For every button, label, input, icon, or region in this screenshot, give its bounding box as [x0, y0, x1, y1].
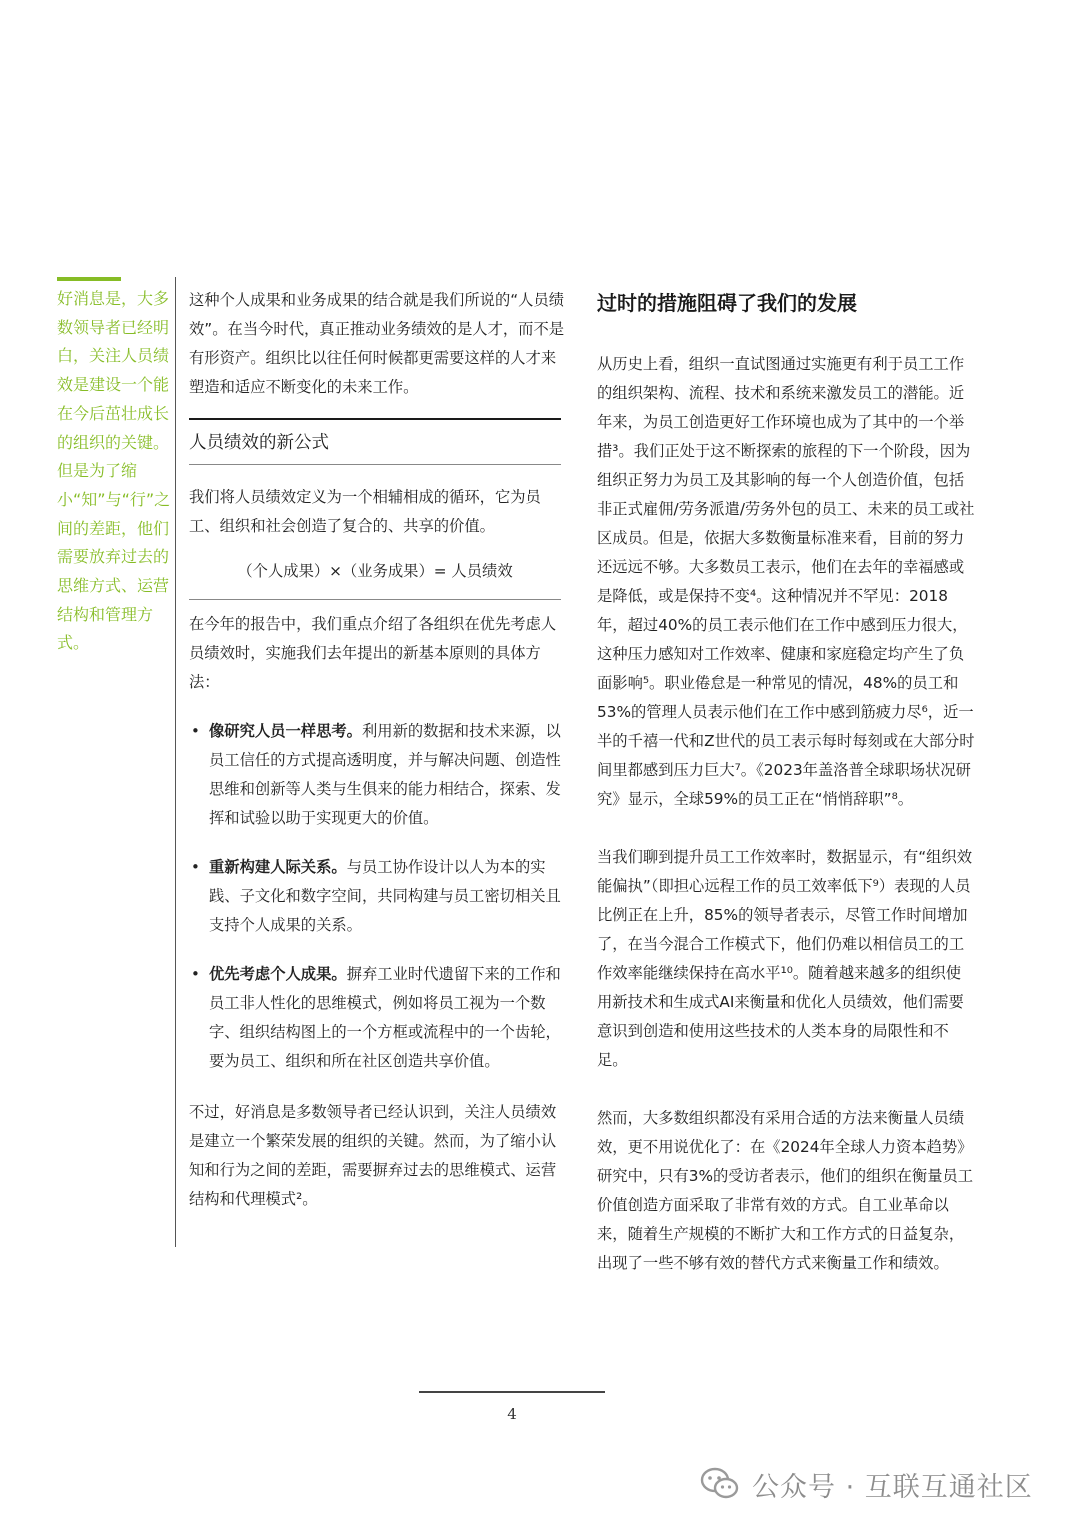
watermark-text: 公众号 · 互联互通社区 — [752, 1471, 1033, 1503]
footer-rule — [419, 1391, 605, 1393]
watermark — [700, 1462, 1033, 1506]
wechat-icon — [700, 1467, 740, 1501]
list-item-lead: 重新构建人际关系。 — [209, 858, 347, 876]
pull-quote-accent-bar — [57, 277, 121, 281]
right-column — [597, 286, 975, 1278]
measurement-paragraph: 然而，大多数组织都没有采用合适的方法来衡量人员绩效，更不用说优化了：在《2024年全球人力资本趋势》研究中，只有3%的受访者表示，他们的组织在衡量员工价值创造方面采取了非常有效的方式。自工业革命以来，随着生产规模的不断扩大和工作方式的日益复杂，出现了一些不够有效的替代方式来衡量工作和绩效。 — [597, 1109, 974, 1272]
list-item — [189, 717, 567, 833]
section-heading-box — [189, 418, 561, 465]
list-item-lead: 像研究人员一样思考。 — [209, 722, 362, 740]
right-section-title: 过时的措施阻碍了我们的发展 — [597, 291, 857, 315]
list-item — [189, 960, 567, 1076]
list-item-text: 利用新的数据和技术来源，以员工信任的方式提高透明度，并与解决问题、创造性思维和创新等人类与生俱来的能力相结合，探索、发挥和试验以助于实现更大的价值。 — [209, 722, 561, 827]
page-number: 4 — [507, 1405, 517, 1423]
list-item-lead: 优先考虑个人成果。 — [209, 965, 347, 983]
history-paragraph: 从历史上看，组织一直试图通过实施更有利于员工工作的组织架构、流程、技术和系统来激发员工的潜能。近年来，为员工创造更好工作环境也成为了其中的一个举措³。我们正处于这不断探索的旅程的下一个阶段，因为组织正努力为员工及其影响的每一个人创造价值，包括非正式雇佣/劳务派遣/劳务外包的员工、未来的员工或社区成员。但是，依据大多数衡量标准来看，目前的努力还远远不够。大多数员工表示，他们在去年的幸福感或是降低，或是保持不变⁴。这种情况并不罕见：2018年，超过40%的员工表示他们在工作中感到压力很大，这种压力感知对工作效率、健康和家庭稳定均产生了负面影响⁵。职业倦怠是一种常见的情况，48%的员工和53%的管理人员表示他们在工作中感到筋疲力尽⁶，近一半的千禧一代和Z世代的员工表示每时每刻或在大部分时间里都感到压力巨大⁷。《2023年盖洛普全球职场状况研究》显示，全球59%的员工正在“悄悄辞职”⁸。 — [597, 355, 975, 808]
principles-list — [189, 717, 567, 1076]
list-item-text: 摒弃工业时代遗留下来的工作和员工非人性化的思维模式，例如将员工视为一个数字、组织结构图上的一个方框或流程中的一个齿轮，要为员工、组织和所在社区创造共享价值。 — [209, 965, 561, 1070]
pull-quote: 好消息是，大多数领导者已经明白，关注人员绩效是建设一个能在今后茁壮成长的组织的关键。但是为了缩小“知”与“行”之间的差距，他们需要放弃过去的思维方式、运营结构和管理方式。 — [57, 289, 171, 653]
list-item — [189, 853, 567, 940]
middle-column — [189, 286, 567, 1214]
formula: （个人成果）×（业务成果）= 人员绩效 — [189, 557, 561, 600]
list-item-text: 与员工协作设计以人为本的实践、子文化和数字空间，共同构建与员工密切相关且支持个人成果的关系。 — [209, 858, 561, 934]
definition-paragraph: 我们将人员绩效定义为一个相辅相成的循环，它为员工、组织和社会创造了复合的、共享的价值。 — [189, 488, 541, 535]
closing-paragraph: 不过，好消息是多数领导者已经认识到，关注人员绩效是建立一个繁荣发展的组织的关键。然而，为了缩小认知和行为之间的差距，需要摒弃过去的思维模式、运营结构和代理模式²。 — [189, 1103, 557, 1208]
column-divider — [175, 277, 176, 1247]
section-title: 人员绩效的新公式 — [189, 433, 329, 453]
intro-paragraph: 这种个人成果和业务成果的结合就是我们所说的“人员绩效”。在当今时代，真正推动业务绩效的是人才，而不是有形资产。组织比以往任何时候都更需要这样的人才来塑造和适应不断变化的未来工作。 — [189, 291, 565, 396]
report-intro-paragraph: 在今年的报告中，我们重点介绍了各组织在优先考虑人员绩效时，实施我们去年提出的新基本原则的具体方法： — [189, 615, 557, 691]
productivity-paragraph: 当我们聊到提升员工工作效率时，数据显示，有“组织效能偏执”（即担心远程工作的员工效率低下⁹）表现的人员比例正在上升，85%的领导者表示，尽管工作时间增加了，在当今混合工作模式下，他们仍难以相信员工的工作效率能继续保持在高水平¹⁰。随着越来越多的组织使用新技术和生成式AI来衡量和优化人员绩效，他们需要意识到创造和使用这些技术的人类本身的局限性和不足。 — [597, 848, 973, 1069]
